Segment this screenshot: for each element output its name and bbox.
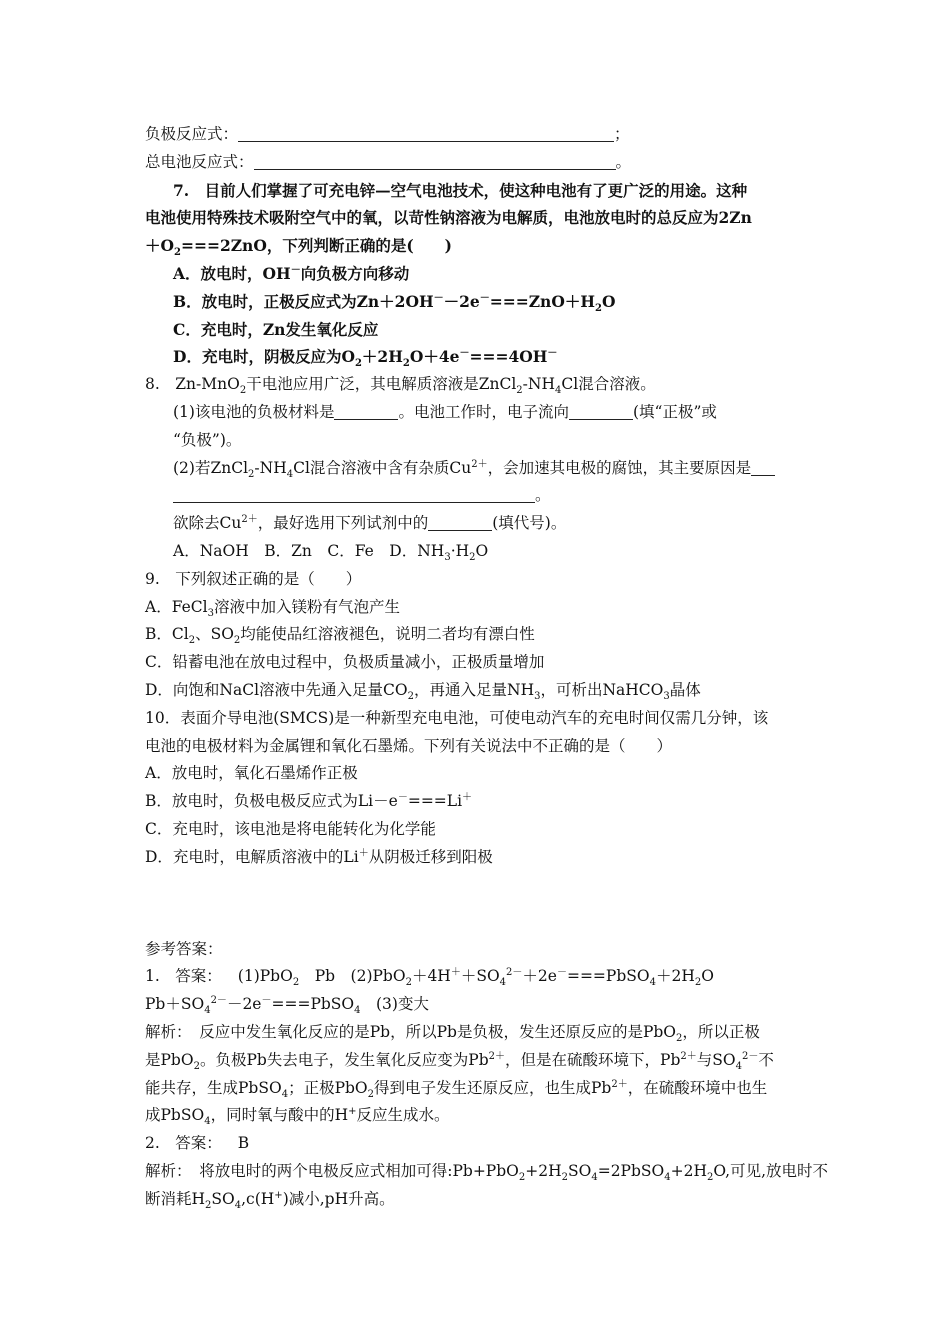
option-b[interactable]: B．放电时，负极电极反应式为Li－e－===Li＋ bbox=[145, 791, 473, 811]
question-8: 8. Zn-MnO$_2$干电池应用广泛，其电解质溶液是$ZnCl_2-NH_4Cl$混合溶液。 (1)该电池的负极材料是 。电池工作时，电子流向 (填“正极”或 “负极”)。 (2)若$ZnCl_2-NH_4Cl$混合溶液中含有杂质$Cu^{2+}$，会加速其电极的腐蚀，其主要原因是 。 欲除去$Cu^{2+}$，最好选用下列试剂中的 (填代号)。 A．NaOH B．Zn C．Fe D．$NH_3\cdot H_2O$ bbox=[145, 371, 810, 566]
total-reaction-line: 总电池反应式： 。 bbox=[145, 152, 632, 171]
document-body bbox=[145, 121, 829, 1213]
answer-key-title: 参考答案： bbox=[145, 939, 223, 958]
answer-blank[interactable] bbox=[751, 459, 775, 476]
option-a[interactable]: A．FeCl$_3$溶液中加入镁粉有气泡产生 bbox=[145, 597, 400, 619]
answer-2: 2. 答案： B bbox=[145, 1134, 250, 1153]
question-10: 10．表面介导电池(SMCS)是一种新型充电电池，可使电动汽车的充电时间仅需几分钟，该 电池的电极材料为金属锂和氧化石墨烯。下列有关说法中不正确的是（ ） A．放电时，氧化石墨烯作正极 B．放电时，负极电极反应式为Li－e－===Li＋ C．充电时，该电池是将电能转化为化学能 D．充电时，电解质溶液中的Li＋从阴极迁移到阳极 bbox=[145, 705, 810, 872]
answer-key: 参考答案： 1. 答案： (1)PbO$_2$ Pb $(2)PbO_2+4H^++SO_4^{2-}+2e^-===PbSO_4+2H_2O$ $Pb+SO_4^{2-}-2e^-===PbSO_4$ (3)变大 解析： 反应中发生氧化反应的是Pb，所以Pb是负极，发生还原反应的是PbO$_2$，所以正极 是PbO$_2$。负极Pb失去电子，发生氧化反应变为$Pb^{2+}$，但是在硫酸环境下，$Pb^{2+}$与$SO_4^{2-}$不 能共存，生成PbSO$_4$；正极PbO$_2$得到电子发生还原反应，也生成$Pb^{2+}$，在硫酸环境中也生 成PbSO$_4$，同时氧与酸中的H+反应生成水。 2. 答案： B 解析： 将放电时的两个电极反应式相加可得$:Pb+PbO_2+2H_2SO_4=2PbSO_4+2H_2O$,可见,放电时不 断消耗$H_2SO_4,c(H^+)$减小,pH升高。 bbox=[145, 936, 810, 1214]
options-line[interactable]: A．NaOH B．Zn C．Fe D．$NH_3\cdot H_2O$ bbox=[173, 541, 489, 564]
option-a[interactable]: A．放电时，OH－向负极方向移动 bbox=[173, 263, 410, 283]
explanation-1: 解析： 反应中发生氧化反应的是Pb，所以Pb是负极，发生还原反应的是PbO$_2$，所以正极 bbox=[145, 1022, 760, 1044]
answer-blank[interactable] bbox=[334, 403, 398, 420]
answer-blank[interactable] bbox=[238, 125, 614, 142]
answer-blank[interactable] bbox=[173, 486, 535, 503]
answer-blank[interactable] bbox=[428, 514, 492, 531]
option-b[interactable]: B．放电时，正极反应式为$Zn+2OH^--2e^-===ZnO+H_2O$ bbox=[173, 291, 616, 314]
option-c[interactable]: C．充电时，Zn发生氧化反应 bbox=[173, 319, 379, 339]
explanation-2: 解析： 将放电时的两个电极反应式相加可得$:Pb+PbO_2+2H_2SO_4=2PbSO_4+2H_2O$,可见,放电时不 bbox=[145, 1161, 829, 1183]
option-d[interactable]: D．向饱和NaCl溶液中先通入足量$CO_2$，再通入足量$NH_3$，可析出NaHCO$_3$晶体 bbox=[145, 680, 701, 703]
answer-blank[interactable] bbox=[254, 153, 616, 170]
question-9: 9. 下列叙述正确的是（ ） A．FeCl$_3$溶液中加入镁粉有气泡产生 B．$Cl_2$、$SO_2$均能使品红溶液褪色，说明二者均有漂白性 C．铅蓄电池在放电过程中，负极质量减小，正极质量增加 D．向饱和NaCl溶液中先通入足量$CO_2$，再通入足量$NH_3$，可析出NaHCO$_3$晶体 bbox=[145, 566, 810, 705]
question-7: 7. 目前人们掌握了可充电锌—空气电池技术，使这种电池有了更广泛的用途。这种 电池使用特殊技术吸附空气中的氧，以苛性钠溶液为电解质，电池放电时的总反应为2Zn $+O_2===2ZnO$，下列判断正确的是( ) A．放电时，OH－向负极方向移动 B．放电时，正极反应式为$Zn+2OH^--2e^-===ZnO+H_2O$ C．充电时，Zn发生氧化反应 D．充电时，阴极反应为$O_2+2H_2O+4e^-===4OH^-$ bbox=[145, 177, 810, 372]
option-c[interactable]: C．铅蓄电池在放电过程中，负极质量减小，正极质量增加 bbox=[145, 653, 545, 672]
option-a[interactable]: A．放电时，氧化石墨烯作正极 bbox=[145, 764, 358, 783]
option-b[interactable]: B．$Cl_2$、$SO_2$均能使品红溶液褪色，说明二者均有漂白性 bbox=[145, 625, 535, 647]
answer-blank[interactable] bbox=[569, 403, 633, 420]
option-c[interactable]: C．充电时，该电池是将电能转化为化学能 bbox=[145, 819, 436, 838]
option-d[interactable]: D．充电时，电解质溶液中的Li＋从阴极迁移到阳极 bbox=[145, 847, 493, 866]
option-d[interactable]: D．充电时，阴极反应为$O_2+2H_2O+4e^-===4OH^-$ bbox=[173, 347, 558, 370]
negative-electrode-line: 负极反应式： ； bbox=[145, 125, 630, 143]
answer-1: 1. 答案： (1)PbO$_2$ Pb $(2)PbO_2+4H^++SO_4^{2-}+2e^-===PbSO_4+2H_2O$ bbox=[145, 967, 714, 989]
